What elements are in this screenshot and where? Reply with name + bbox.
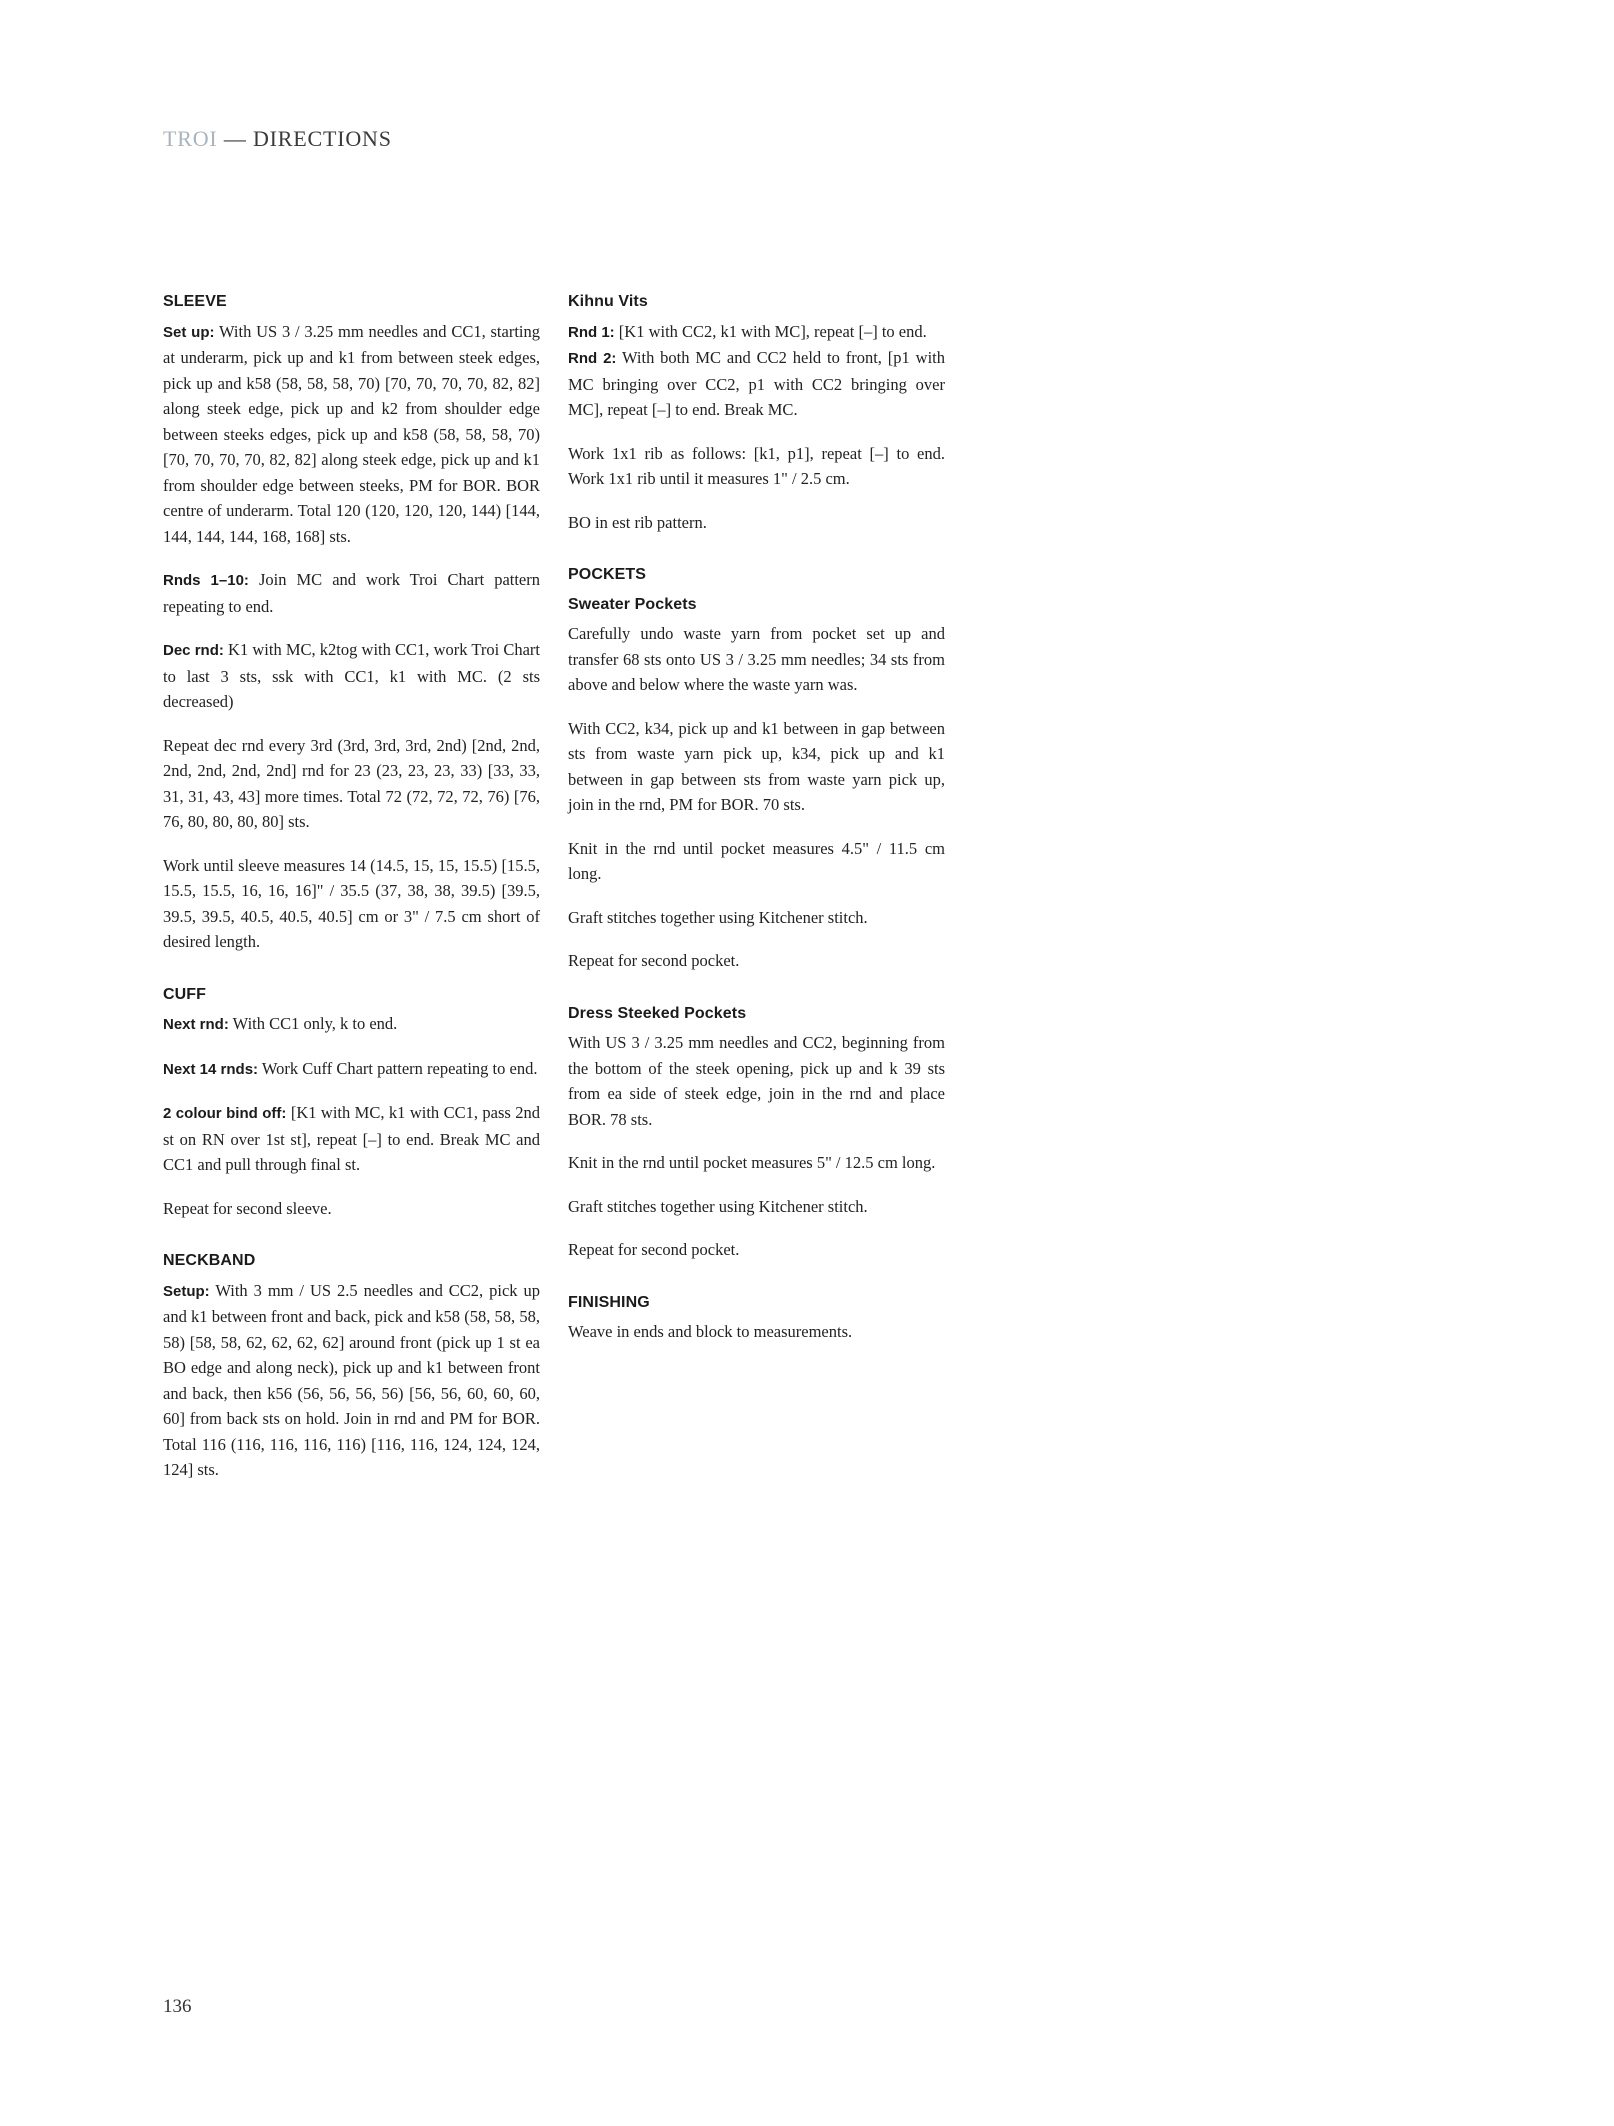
- header-section-title: DIRECTIONS: [252, 126, 392, 151]
- text-cuff-bind-off: [K1 with MC, k1 with CC1, pass 2nd st on RN over 1st st], repeat [–] to end. Break MC and CC1 and pull through final st.: [163, 1103, 541, 1174]
- paragraph-dress-pocket-pickup: [568, 1030, 945, 1132]
- page-number: 136: [163, 1996, 192, 2017]
- paragraph-kihnu-rnd-1: [568, 319, 945, 346]
- text-sweater-pocket-undo: Carefully undo waste yarn from pocket set up and transfer 68 sts onto US 3 / 3.25 mm needles; 34 sts from above and below where the waste yarn was.: [568, 624, 945, 694]
- paragraph-kihnu-rnd-2: [568, 345, 945, 423]
- text-sweater-pocket-knit: Knit in the rnd until pocket measures 4.5" / 11.5 cm long.: [568, 838, 945, 883]
- text-kihnu-rnd-1: [K1 with CC2, k1 with MC], repeat [–] to end.: [618, 321, 927, 341]
- label-rnd-1: Rnd 1:: [568, 323, 615, 341]
- header-separator: —: [223, 126, 247, 151]
- paragraph-neckband-setup: [163, 1278, 540, 1483]
- text-kihnu-rib: Work 1x1 rib as follows: [k1, p1], repeat [–] to end. Work 1x1 rib until it measures 1" / 2.5 cm.: [568, 443, 945, 488]
- paragraph-dress-pocket-graft: [568, 1194, 945, 1220]
- text-sleeve-length: Work until sleeve measures 14 (14.5, 15, 15, 15.5) [15.5, 15.5, 15.5, 16, 16, 16]" / 35.5 (37, 38, 38, 39.5) [39.5, 39.5, 39.5, 40.5, 40.5, 40.5] cm or 3" / 7.5 cm short of desired length.: [163, 855, 540, 951]
- paragraph-sleeve-setup: [163, 319, 540, 550]
- text-cuff-next-rnd: With CC1 only, k to end.: [232, 1014, 398, 1033]
- paragraph-kihnu-bo: [568, 510, 945, 536]
- text-dress-pocket-pickup: With US 3 / 3.25 mm needles and CC2, beginning from the bottom of the steek opening, pick up and k 39 sts from ea side of steek edge, join in the rnd and place BOR. 78 sts.: [568, 1033, 945, 1129]
- label-rnds-1-10: Rnds 1–10:: [163, 572, 249, 589]
- paragraph-sweater-pocket-knit: [568, 836, 945, 887]
- text-sleeve-rnds: Join MC and work Troi Chart pattern repeating to end.: [163, 570, 540, 616]
- heading-finishing: FINISHING: [568, 1293, 650, 1311]
- paragraph-cuff-bind-off: [163, 1100, 540, 1178]
- left-column: [163, 289, 540, 1501]
- label-rnd-2: Rnd 2:: [568, 350, 617, 367]
- text-dress-pocket-knit: Knit in the rnd until pocket measures 5" / 12.5 cm long.: [568, 1153, 936, 1172]
- paragraph-finishing: [568, 1319, 945, 1345]
- label-two-colour-bind-off: 2 colour bind off:: [163, 1105, 287, 1122]
- paragraph-sleeve-repeat-dec: [163, 733, 540, 835]
- page-header: [163, 126, 392, 152]
- paragraph-sweater-pocket-repeat: [568, 948, 945, 974]
- text-sweater-pocket-pickup: With CC2, k34, pick up and k1 between in gap between sts from waste yarn pick up, k34, pick up and k1 between in gap between sts from waste yarn pick up, join in the rnd, PM for BOR. 70 sts.: [568, 718, 945, 814]
- right-column: [568, 289, 945, 1501]
- label-next-rnd: Next rnd:: [163, 1016, 229, 1033]
- paragraph-dress-pocket-knit: [568, 1150, 945, 1176]
- paragraph-sleeve-length: [163, 853, 540, 955]
- text-sleeve-setup: With US 3 / 3.25 mm needles and CC1, starting at underarm, pick up and k1 from between steek edges, pick up and k58 (58, 58, 58, 70) [70, 70, 70, 70, 82, 82] along steek edge, pick up and k2 from shoulder edge between steeks edges, pick up and k58 (58, 58, 58, 70) [70, 70, 70, 70, 82, 82] along steek edge, pick up and k1 from shoulder edge between steeks, PM for BOR. BOR centre of underarm. Total 120 (120, 120, 120, 144) [144, 144, 144, 144, 168, 168] sts.: [163, 321, 540, 546]
- text-kihnu-bo: BO in est rib pattern.: [568, 512, 707, 532]
- heading-neckband: NECKBAND: [163, 1252, 256, 1269]
- paragraph-dress-pocket-repeat: [568, 1237, 945, 1263]
- label-next-14-rnds: Next 14 rnds:: [163, 1060, 259, 1078]
- text-dress-pocket-graft: Graft stitches together using Kitchener stitch.: [568, 1196, 868, 1216]
- heading-dress-steeked-pockets: Dress Steeked Pockets: [568, 1004, 747, 1022]
- directions-columns: [163, 289, 945, 1501]
- text-repeat-second-sleeve: Repeat for second sleeve.: [163, 1198, 332, 1218]
- paragraph-sleeve-dec-rnd: [163, 637, 540, 715]
- paragraph-sweater-pocket-pickup: [568, 716, 945, 818]
- paragraph-sweater-pocket-graft: [568, 905, 945, 931]
- text-sweater-pocket-graft: Graft stitches together using Kitchener stitch.: [568, 907, 868, 927]
- paragraph-sweater-pocket-undo: [568, 621, 945, 698]
- text-finishing: Weave in ends and block to measurements.: [568, 1322, 853, 1341]
- heading-pockets: POCKETS: [568, 566, 647, 583]
- pattern-name: TROI: [163, 126, 218, 151]
- text-cuff-next-14-rnds: Work Cuff Chart pattern repeating to end.: [261, 1058, 538, 1078]
- label-dec-rnd: Dec rnd:: [163, 642, 224, 659]
- heading-sweater-pockets: Sweater Pockets: [568, 595, 697, 613]
- text-neckband-setup: With 3 mm / US 2.5 needles and CC2, pick up and k1 between front and back, pick and k58 (58, 58, 58, 58) [58, 58, 62, 62, 62, 62] around front (pick up 1 st ea BO edge and along neck), pick up and k1 between front and back, then k56 (56, 56, 56, 56) [56, 56, 60, 60, 60, 60] from back sts on hold. Join in rnd and PM for BOR. Total 116 (116, 116, 116, 116) [116, 116, 124, 124, 124, 124] sts.: [163, 1280, 540, 1479]
- paragraph-kihnu-rib: [568, 441, 945, 492]
- label-neckband-setup: Setup:: [163, 1282, 210, 1300]
- heading-sleeve: SLEEVE: [163, 293, 227, 310]
- paragraph-sleeve-rnds: [163, 567, 540, 619]
- text-sleeve-dec-rnd: K1 with MC, k2tog with CC1, work Troi Chart to last 3 sts, ssk with CC1, k1 with MC. (2 sts decreased): [163, 640, 540, 711]
- paragraph-cuff-next-rnd: [163, 1011, 540, 1038]
- paragraph-repeat-second-sleeve: [163, 1196, 540, 1222]
- label-set-up: Set up:: [163, 323, 215, 341]
- text-sweater-pocket-repeat: Repeat for second pocket.: [568, 951, 740, 970]
- text-sleeve-repeat-dec: Repeat dec rnd every 3rd (3rd, 3rd, 3rd, 2nd) [2nd, 2nd, 2nd, 2nd, 2nd, 2nd] rnd for 23 (23, 23, 23, 33) [33, 33, 31, 31, 43, 43] more times. Total 72 (72, 72, 72, 76) [76, 76, 80, 80, 80, 80] sts.: [163, 735, 540, 831]
- heading-cuff: CUFF: [163, 985, 207, 1003]
- text-dress-pocket-repeat: Repeat for second pocket.: [568, 1240, 740, 1259]
- heading-kihnu-vits: Kihnu Vits: [568, 293, 648, 310]
- text-kihnu-rnd-2: With both MC and CC2 held to front, [p1 with MC bringing over CC2, p1 with CC2 bringing over MC], repeat [–] to end. Break MC.: [568, 348, 945, 419]
- paragraph-cuff-next-14-rnds: [163, 1056, 540, 1083]
